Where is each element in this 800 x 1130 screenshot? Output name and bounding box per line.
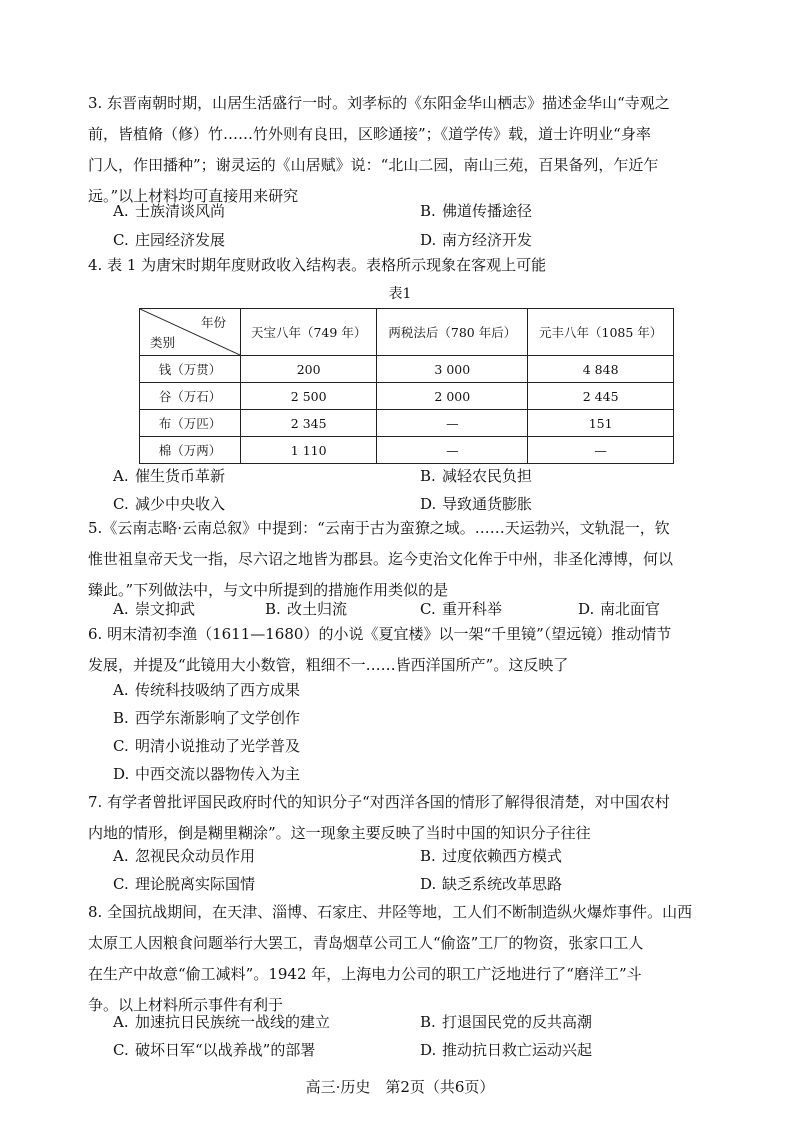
question-5 bbox=[88, 513, 728, 606]
option-text: 催生货币革新 bbox=[135, 467, 226, 485]
question-stem-line: 发展，并提及“此镜用大小数管，粗细不一……皆西洋国所产”。这反映了 bbox=[88, 656, 569, 674]
option-key: D. bbox=[420, 1041, 437, 1059]
question-stem-line bbox=[88, 619, 728, 650]
table-row bbox=[140, 383, 674, 410]
option-text: 忽视民众动员作用 bbox=[135, 847, 256, 865]
question-number: 6. bbox=[88, 625, 103, 643]
option-b[interactable] bbox=[420, 466, 532, 486]
table-cell: 4 848 bbox=[528, 356, 674, 383]
option-text: 崇文抑武 bbox=[135, 600, 196, 618]
question-stem-line: 太原工人因粮食问题举行大罢工，青岛烟草公司工人“偷盗”工厂的物资，张家口工人 bbox=[88, 934, 644, 952]
option-text: 庄园经济发展 bbox=[135, 231, 226, 249]
option-c[interactable] bbox=[420, 599, 502, 619]
option-key: B. bbox=[113, 709, 129, 727]
question-stem-line bbox=[88, 250, 728, 281]
question-stem-line bbox=[88, 897, 728, 928]
option-d[interactable] bbox=[420, 1040, 592, 1060]
option-key: C. bbox=[113, 495, 129, 513]
option-key: C. bbox=[113, 875, 129, 893]
table-cell: 2 445 bbox=[528, 383, 674, 410]
question-3 bbox=[88, 88, 728, 212]
option-key: D. bbox=[420, 231, 437, 249]
table-cell: 2 000 bbox=[377, 383, 528, 410]
option-b[interactable] bbox=[420, 1012, 592, 1032]
question-number: 7. bbox=[88, 793, 103, 811]
option-text: 导致通货膨胀 bbox=[442, 495, 533, 513]
option-a[interactable] bbox=[113, 599, 195, 619]
option-d[interactable] bbox=[113, 764, 300, 784]
question-number: 8. bbox=[88, 903, 103, 921]
option-text: 南方经济开发 bbox=[442, 231, 533, 249]
option-c[interactable] bbox=[113, 494, 225, 514]
option-key: C. bbox=[113, 231, 129, 249]
option-text: 传统科技吸纳了西方成果 bbox=[135, 681, 301, 699]
option-key: B. bbox=[420, 202, 436, 220]
question-stem-line: 臻此。”下列做法中，与文中所提到的措施作用类似的是 bbox=[88, 581, 449, 599]
option-key: A. bbox=[113, 681, 129, 699]
question-6 bbox=[88, 619, 728, 681]
option-text: 理论脱离实际国情 bbox=[135, 875, 256, 893]
option-c[interactable] bbox=[113, 230, 225, 250]
option-d[interactable] bbox=[578, 599, 660, 619]
table-row bbox=[140, 410, 674, 437]
question-stem-line bbox=[88, 88, 728, 119]
question-stem-line: 争。以上材料所示事件有利于 bbox=[88, 996, 284, 1014]
option-text: 改土归流 bbox=[287, 600, 348, 618]
option-key: B. bbox=[420, 847, 436, 865]
option-key: B. bbox=[420, 1013, 436, 1031]
column-header: 两税法后（780 年后） bbox=[377, 309, 528, 356]
option-text: 打退国民党的反共高潮 bbox=[442, 1013, 593, 1031]
table-cell: 151 bbox=[528, 410, 674, 437]
question-stem-line bbox=[88, 513, 728, 544]
stem-text: 表 1 为唐宋时期年度财政收入结构表。表格所示现象在客观上可能 bbox=[107, 256, 547, 274]
option-a[interactable] bbox=[113, 1012, 330, 1032]
stem-text: 明末清初李渔（1611—1680）的小说《夏宜楼》以一架“千里镜”（望远镜）推动情节 bbox=[107, 625, 672, 643]
option-text: 过度依赖西方模式 bbox=[442, 847, 563, 865]
question-stem-line: 内地的情形，倒是糊里糊涂”。这一现象主要反映了当时中国的知识分子往往 bbox=[88, 824, 591, 842]
question-number: 5. bbox=[88, 519, 103, 537]
option-d[interactable] bbox=[420, 494, 532, 514]
option-text: 士族清谈风尚 bbox=[135, 202, 226, 220]
option-key: D. bbox=[420, 495, 437, 513]
option-key: A. bbox=[113, 467, 129, 485]
stem-text: 《云南志略·云南总叙》中提到：“云南于古为蛮獠之域。……天运勃兴，文轨混一，钦 bbox=[102, 519, 670, 537]
option-a[interactable] bbox=[113, 846, 255, 866]
table-header-row bbox=[140, 309, 674, 356]
question-7 bbox=[88, 787, 728, 849]
option-key: C. bbox=[113, 1041, 129, 1059]
question-stem-line: 门人，作田播种”；谢灵运的《山居赋》说：“北山二园，南山三苑，百果备列，乍近乍 bbox=[88, 156, 659, 174]
column-header: 天宝八年（749 年） bbox=[241, 309, 377, 356]
row-label: 谷（万石） bbox=[140, 383, 241, 410]
table-cell: 1 110 bbox=[241, 437, 377, 464]
table-cell: — bbox=[377, 437, 528, 464]
stem-text: 东晋南朝时期，山居生活盛行一时。刘孝标的《东阳金华山栖志》描述金华山“寺观之 bbox=[107, 94, 670, 112]
option-b[interactable] bbox=[420, 846, 562, 866]
option-text: 明清小说推动了光学普及 bbox=[135, 737, 301, 755]
question-number: 4. bbox=[88, 256, 103, 274]
option-key: D. bbox=[420, 875, 437, 893]
question-stem-line bbox=[88, 787, 728, 818]
option-text: 西学东渐影响了文学创作 bbox=[135, 709, 301, 727]
option-c[interactable] bbox=[113, 874, 255, 894]
stem-text: 有学者曾批评国民政府时代的知识分子“对西洋各国的情形了解得很清楚，对中国农村 bbox=[107, 793, 670, 811]
option-a[interactable] bbox=[113, 466, 225, 486]
question-stem-line: 远。”以上材料均可直接用来研究 bbox=[88, 187, 299, 205]
option-b[interactable] bbox=[113, 708, 300, 728]
table-cell: 200 bbox=[241, 356, 377, 383]
table-row bbox=[140, 356, 674, 383]
option-text: 加速抗日民族统一战线的建立 bbox=[135, 1013, 331, 1031]
row-label: 棉（万两） bbox=[140, 437, 241, 464]
table-row bbox=[140, 437, 674, 464]
option-d[interactable] bbox=[420, 230, 532, 250]
option-key: A. bbox=[113, 600, 129, 618]
option-key: C. bbox=[420, 600, 436, 618]
option-a[interactable] bbox=[113, 680, 300, 700]
option-key: A. bbox=[113, 847, 129, 865]
finance-table bbox=[139, 308, 674, 464]
option-text: 减少中央收入 bbox=[135, 495, 226, 513]
table-cell: 2 500 bbox=[241, 383, 377, 410]
option-text: 减轻农民负担 bbox=[442, 467, 533, 485]
option-d[interactable] bbox=[420, 874, 562, 894]
row-label: 布（万匹） bbox=[140, 410, 241, 437]
question-4 bbox=[88, 250, 728, 281]
option-text: 佛道传播途径 bbox=[442, 202, 533, 220]
option-key: A. bbox=[113, 202, 129, 220]
column-header: 元丰八年（1085 年） bbox=[528, 309, 674, 356]
table-cell: 2 345 bbox=[241, 410, 377, 437]
table-title: 表1 bbox=[388, 286, 412, 302]
question-stem-line: 在生产中故意“偷工减料”。1942 年，上海电力公司的职工广泛地进行了“磨洋工”斗 bbox=[88, 965, 642, 983]
option-key: B. bbox=[420, 467, 436, 485]
option-c[interactable] bbox=[113, 736, 300, 756]
page-footer: 高三·历史 第2页（共6页） bbox=[305, 1078, 495, 1096]
table-cell: — bbox=[528, 437, 674, 464]
option-a[interactable] bbox=[113, 201, 225, 221]
question-stem-line: 惟世祖皇帝天戈一指，尽六诏之地皆为郡县。迄今吏治文化侔于中州，非圣化溥博，何以 bbox=[88, 550, 674, 568]
option-text: 南北面官 bbox=[600, 600, 661, 618]
corner-category-label: 类别 bbox=[150, 335, 176, 350]
table-cell: 3 000 bbox=[377, 356, 528, 383]
option-text: 重开科举 bbox=[442, 600, 503, 618]
option-b[interactable] bbox=[265, 599, 347, 619]
stem-text: 全国抗战期间，在天津、淄博、石家庄、井陉等地，工人们不断制造纵火爆炸事件。山西 bbox=[107, 903, 693, 921]
option-text: 破坏日军“以战养战”的部署 bbox=[135, 1041, 316, 1059]
question-number: 3. bbox=[88, 94, 103, 112]
table-cell: — bbox=[377, 410, 528, 437]
option-key: C. bbox=[113, 737, 129, 755]
table-corner-cell bbox=[140, 309, 241, 356]
row-label: 钱（万贯） bbox=[140, 356, 241, 383]
option-text: 中西交流以器物传入为主 bbox=[135, 765, 301, 783]
question-stem-line: 前，皆植脩（修）竹……竹外则有良田，区畛通接”；《道学传》载，道士许明业“身率 bbox=[88, 125, 651, 143]
option-key: B. bbox=[265, 600, 281, 618]
option-b[interactable] bbox=[420, 201, 532, 221]
corner-year-label: 年份 bbox=[200, 315, 226, 330]
option-text: 推动抗日救亡运动兴起 bbox=[442, 1041, 593, 1059]
question-8 bbox=[88, 897, 728, 1021]
option-c[interactable] bbox=[113, 1040, 315, 1060]
option-key: D. bbox=[113, 765, 130, 783]
option-key: A. bbox=[113, 1013, 129, 1031]
option-key: D. bbox=[578, 600, 595, 618]
option-text: 缺乏系统改革思路 bbox=[442, 875, 563, 893]
